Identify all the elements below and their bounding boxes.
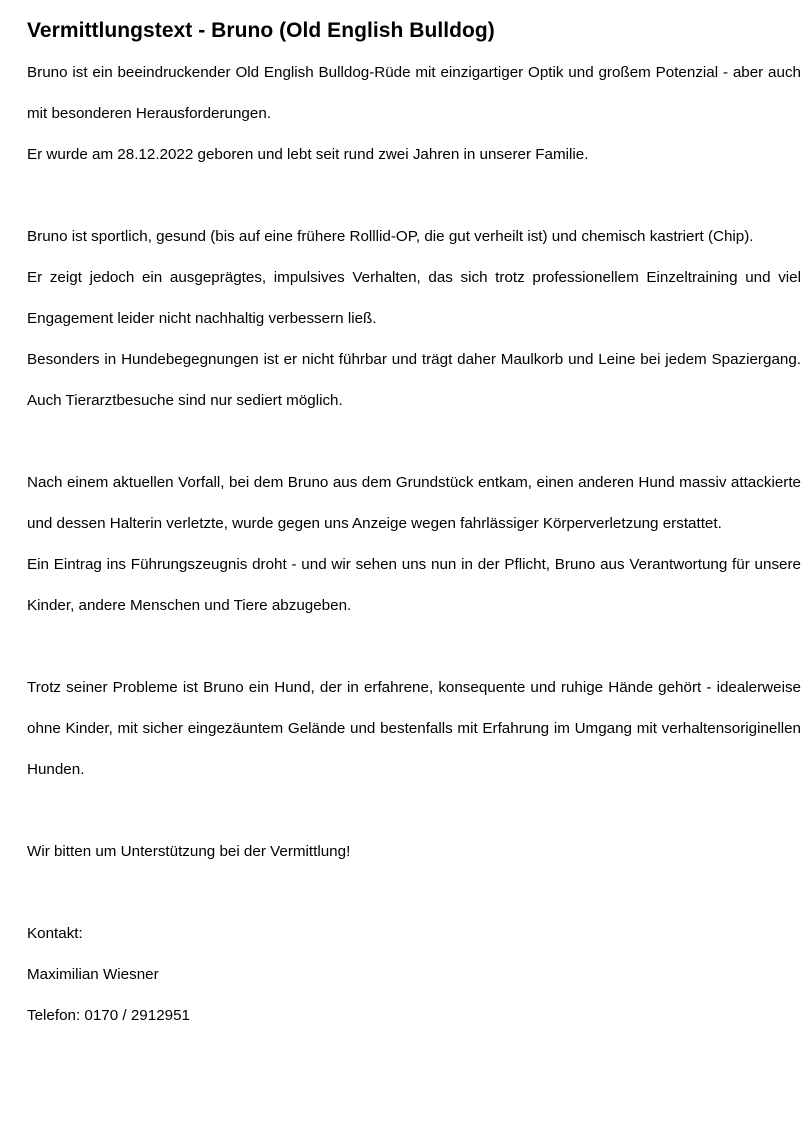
- paragraph-intro: Bruno ist ein beeindruckender Old English Bulldog-Rüde mit einzigartiger Optik und großem Potenzial - aber auch mit besonderen Herausforderungen.: [27, 64, 801, 122]
- contact-phone: Telefon: 0170 / 2912951: [27, 1007, 190, 1024]
- paragraph-spacer: [27, 175, 801, 216]
- paragraph-spacer: [27, 421, 801, 462]
- contact-label: Kontakt:: [27, 925, 83, 942]
- paragraph-behavior: Er zeigt jedoch ein ausgeprägtes, impulsives Verhalten, das sich trotz professionellem Einzeltraining und viel Engagement leider nicht nachhaltig verbessern ließ.: [27, 269, 801, 327]
- paragraph-spacer: [27, 790, 801, 831]
- document-title: Vermittlungstext - Bruno (Old English Bulldog): [27, 19, 495, 42]
- paragraph-encounters: Besonders in Hundebegegnungen ist er nicht führbar und trägt daher Maulkorb und Leine bei jedem Spaziergang. Auch Tierarztbesuche sind nur sediert möglich.: [27, 351, 801, 409]
- paragraph-spacer: [27, 872, 801, 913]
- paragraph-birth: Er wurde am 28.12.2022 geboren und lebt seit rund zwei Jahren in unserer Familie.: [27, 146, 589, 163]
- paragraph-request: Wir bitten um Unterstützung bei der Vermittlung!: [27, 843, 351, 860]
- contact-name: Maximilian Wiesner: [27, 966, 159, 983]
- paragraph-incident: Nach einem aktuellen Vorfall, bei dem Bruno aus dem Grundstück entkam, einen anderen Hund massiv attackierte und dessen Halterin verletzte, wurde gegen uns Anzeige wegen fahrlässiger Körperverletzung erstattet.: [27, 474, 801, 532]
- paragraph-ideal-home: Trotz seiner Probleme ist Bruno ein Hund, der in erfahrene, konsequente und ruhige Hände gehört - idealerweise ohne Kinder, mit sicher eingezäuntem Gelände und bestenfalls mit Erfahrung im Umgang mit verhaltensoriginellen Hunden.: [27, 679, 801, 778]
- paragraph-spacer: [27, 626, 801, 667]
- paragraph-health: Bruno ist sportlich, gesund (bis auf eine frühere Rolllid-OP, die gut verheilt ist) und chemisch kastriert (Chip).: [27, 228, 754, 245]
- paragraph-consequence: Ein Eintrag ins Führungszeugnis droht - und wir sehen uns nun in der Pflicht, Bruno aus Verantwortung für unsere Kinder, andere Menschen und Tiere abzugeben.: [27, 556, 801, 614]
